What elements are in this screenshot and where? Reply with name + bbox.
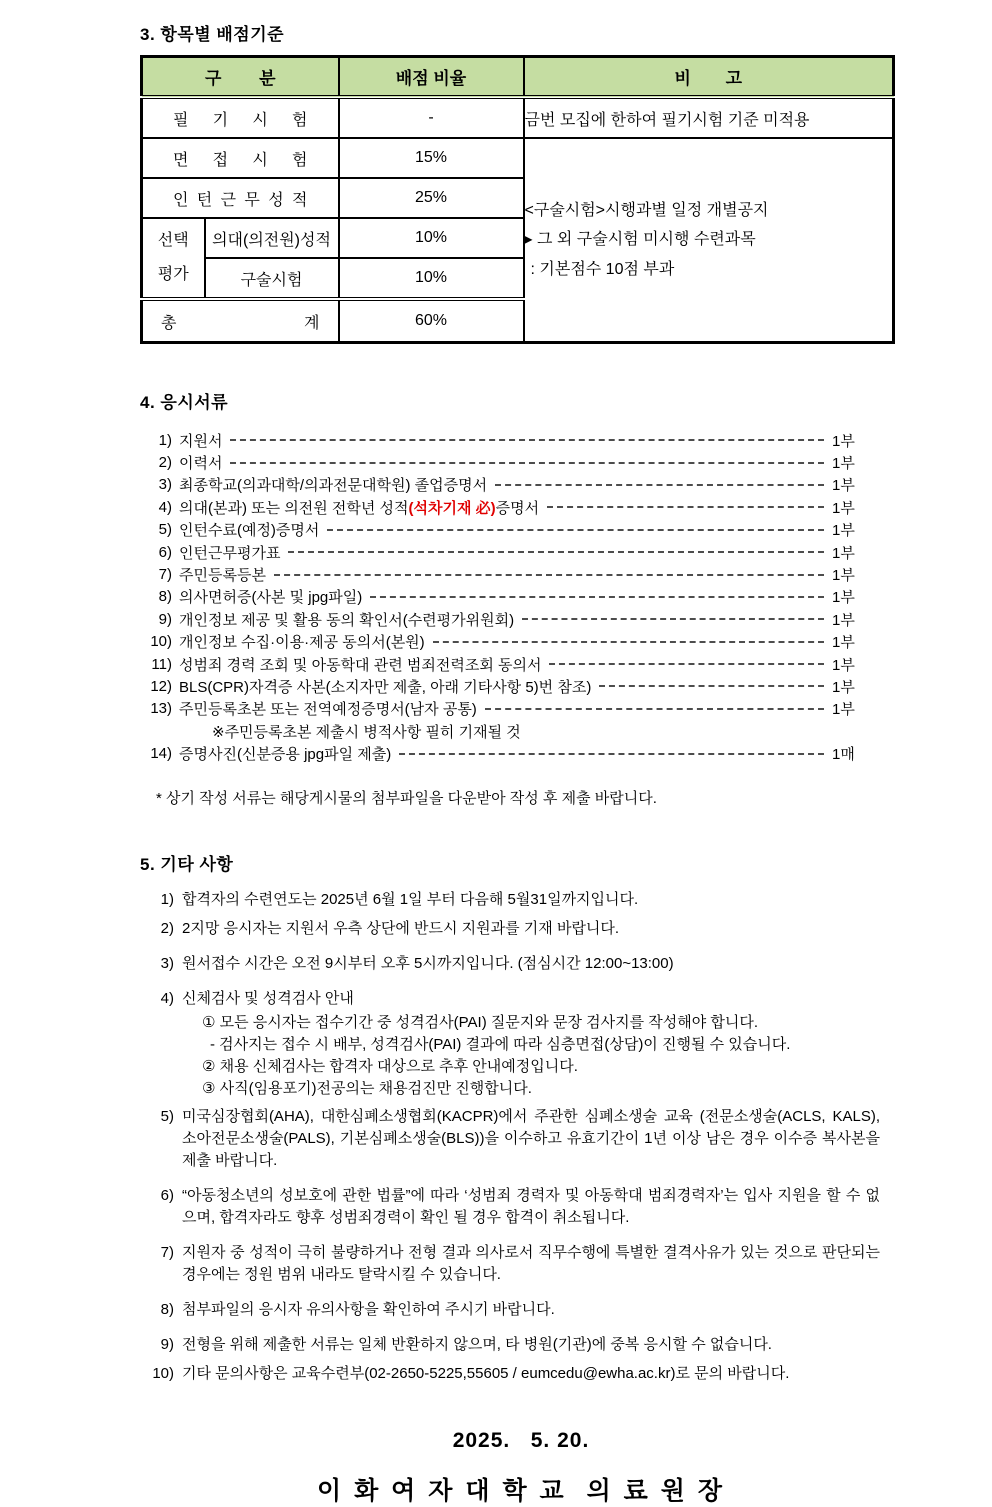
doc-item-4: 4) 의대(본과) 또는 의전원 전학년 성적(석차기재 必)증명서 1부: [158, 498, 855, 517]
dash-leader: [547, 506, 824, 508]
doc-item-3: 3) 최종학교(의과대학/의과전문대학원) 졸업증명서 1부: [158, 476, 855, 495]
dash-leader: [230, 439, 824, 441]
section-other-matters: [140, 850, 902, 1385]
section-scoring-criteria: [140, 20, 902, 344]
written-exam-ratio: -: [339, 97, 524, 138]
doc-item-7: 7) 주민등록등본 1부: [158, 566, 855, 585]
etc-item-4-sub-3: ② 채용 신체검사는 합격자 대상으로 추후 안내예정입니다.: [202, 1057, 578, 1075]
section4-title: 4. 응시서류: [140, 393, 229, 412]
dash-leader: [495, 484, 824, 486]
interview-exam-ratio: 15%: [339, 138, 524, 178]
doc-item-8: 8) 의사면허증(사본 및 jpg파일) 1부: [158, 588, 855, 607]
doc-item-13-note: ※주민등록초본 제출시 병적사항 필히 기재될 것: [212, 723, 521, 741]
note-line-3: : 기본점수 10점 부과: [530, 260, 675, 278]
dash-leader: [370, 596, 824, 598]
etc-item-9: 9) 전형을 위해 제출한 서류는 일체 반환하지 않으며, 타 병원(기관)에 중복 응시할 수 없습니다.: [160, 1335, 772, 1353]
optional-eval-group-cell: 선택 평가: [142, 218, 205, 299]
row-interview-exam: [142, 138, 894, 178]
section-application-documents: [140, 388, 902, 808]
total-ratio: 60%: [339, 299, 524, 343]
etc-item-4-sub-4: ③ 사직(임용포기)전공의는 채용검진만 진행합니다.: [202, 1079, 532, 1097]
etc-list: [140, 889, 880, 1385]
doc-item-11: 11) 성범죄 경력 조회 및 아동학대 관련 범죄전력조회 동의서 1부: [151, 655, 855, 674]
doc-item-14: 14) 증명사진(신분증용 jpg파일 제출) 1매: [150, 745, 855, 764]
document-list: [140, 429, 862, 765]
section3-title: 3. 항목별 배점기준: [140, 25, 285, 44]
issue-date: 2025. 5. 20.: [452, 1428, 590, 1452]
table-header-row: [142, 57, 894, 98]
dash-leader: [274, 574, 824, 576]
oral-exam-ratio: 10%: [339, 258, 524, 299]
etc-item-10: 10) 기타 문의사항은 교육수련부(02-2650-5225,55605 / eumcedu@ewha.ac.kr)로 문의 바랍니다.: [152, 1364, 790, 1382]
signer-title: 이 화 여 자 대 학 교 의 료 원 장: [316, 1476, 726, 1505]
etc-item-6: 6) “아동청소년의 성보호에 관한 법률”에 따라 ‘성범죄 경력자 및 아동학대 범죄경력자’는 입사 지원을 할 수 없으며, 합격자라도 향후 성범죄경력이 확인 될 경우 합격이 취소됩니다.: [160, 1186, 880, 1226]
section5-title: 5. 기타 사항: [140, 854, 234, 874]
oral-exam-label: 구술시험: [205, 258, 339, 299]
dash-leader: [599, 685, 824, 687]
note-line-1: <구술시험>시행과별 일정 개별공지: [524, 201, 769, 219]
dash-leader: [399, 753, 824, 755]
oral-exam-note-cell: [524, 138, 894, 343]
medschool-score-label: 의대(의전원)성적: [205, 218, 339, 258]
document-footer: [140, 1429, 902, 1507]
etc-item-7: 7) 지원자 중 성적이 극히 불량하거나 전형 결과 의사로서 직무수행에 특별한 결격사유가 있는 것으로 판단되는 경우에는 정원 범위 내라도 탈락시킬 수 있습니다.: [160, 1243, 880, 1283]
doc-item-5: 5) 인턴수료(예정)증명서 1부: [158, 521, 855, 540]
interview-exam-label: 면 접 시 험: [142, 138, 339, 178]
header-category: 구 분: [142, 57, 339, 98]
etc-item-4-sub-1: ① 모든 응시자는 접수기간 중 성격검사(PAI) 질문지와 문장 검사지를 작성해야 합니다.: [202, 1013, 759, 1031]
doc-item-13: 13) 주민등록초본 또는 전역예정증명서(남자 공통) 1부: [150, 700, 855, 719]
scoring-table: [140, 55, 895, 344]
doc-item-1: 1) 지원서 1부: [158, 431, 855, 450]
dash-leader: [522, 618, 824, 620]
total-label: 총 계: [142, 299, 339, 343]
section4-footnote: * 상기 작성 서류는 해당게시물의 첨부파일을 다운받아 작성 후 제출 바랍니다.: [156, 789, 657, 807]
written-exam-label: 필 기 시 험: [142, 97, 339, 138]
row-written-exam: [142, 97, 894, 138]
dash-leader: [230, 462, 824, 464]
medschool-score-ratio: 10%: [339, 218, 524, 258]
dash-leader: [549, 663, 824, 665]
etc-item-2: 2) 2지망 응시자는 지원서 우측 상단에 반드시 지원과를 기재 바랍니다.: [160, 919, 620, 937]
rank-required-red-text: (석차기재 必): [408, 499, 496, 517]
note-line-2: ▸ 그 외 구술시험 미시행 수련과목: [524, 231, 756, 249]
doc-item-10: 10) 개인정보 수집·이용·제공 동의서(본원) 1부: [150, 633, 855, 652]
etc-item-5: 5) 미국심장협회(AHA), 대한심폐소생협회(KACPR)에서 주관한 심폐소생술 교육 (전문소생술(ACLS, KALS), 소아전문소생술(PALS), 기본심폐소생술(BLS))을 이수하고 유효기간이 1년 이상 남은 경우 이수증 복사본을 제출 바랍니다.: [160, 1107, 880, 1169]
doc-item-6: 6) 인턴근무평가표 1부: [158, 543, 855, 562]
doc-item-12: 12) BLS(CPR)자격증 사본(소지자만 제출, 아래 기타사항 5)번 참조) 1부: [150, 677, 855, 696]
written-exam-note: 금번 모집에 한하여 필기시험 기준 미적용: [524, 97, 894, 138]
header-note: 비 고: [524, 57, 894, 98]
doc-item-4-label: 의대(본과) 또는 의전원 전학년 성적(석차기재 必)증명서: [179, 499, 540, 517]
dash-leader: [288, 551, 824, 553]
dash-leader: [327, 529, 824, 531]
etc-item-8: 8) 첨부파일의 응시자 유의사항을 확인하여 주시기 바랍니다.: [160, 1300, 555, 1318]
dash-leader: [485, 708, 824, 710]
etc-item-4-sub-2: - 검사지는 접수 시 배부, 성격검사(PAI) 결과에 따라 심층면접(상담)이 진행될 수 있습니다.: [210, 1035, 791, 1053]
doc-item-9: 9) 개인정보 제공 및 활용 동의 확인서(수련평가위원회) 1부: [158, 610, 855, 629]
doc-item-2: 2) 이력서 1부: [158, 454, 855, 473]
intern-score-label: 인 턴 근 무 성 적: [142, 178, 339, 218]
header-ratio: 배점 비율: [339, 57, 524, 98]
intern-score-ratio: 25%: [339, 178, 524, 218]
etc-item-4: 4) 신체검사 및 성격검사 안내: [160, 989, 354, 1007]
dash-leader: [433, 641, 824, 643]
etc-item-3: 3) 원서접수 시간은 오전 9시부터 오후 5시까지입니다. (점심시간 12:00~13:00): [160, 954, 674, 972]
etc-item-1: 1) 합격자의 수련연도는 2025년 6월 1일 부터 다음해 5월31일까지입니다.: [160, 890, 639, 908]
